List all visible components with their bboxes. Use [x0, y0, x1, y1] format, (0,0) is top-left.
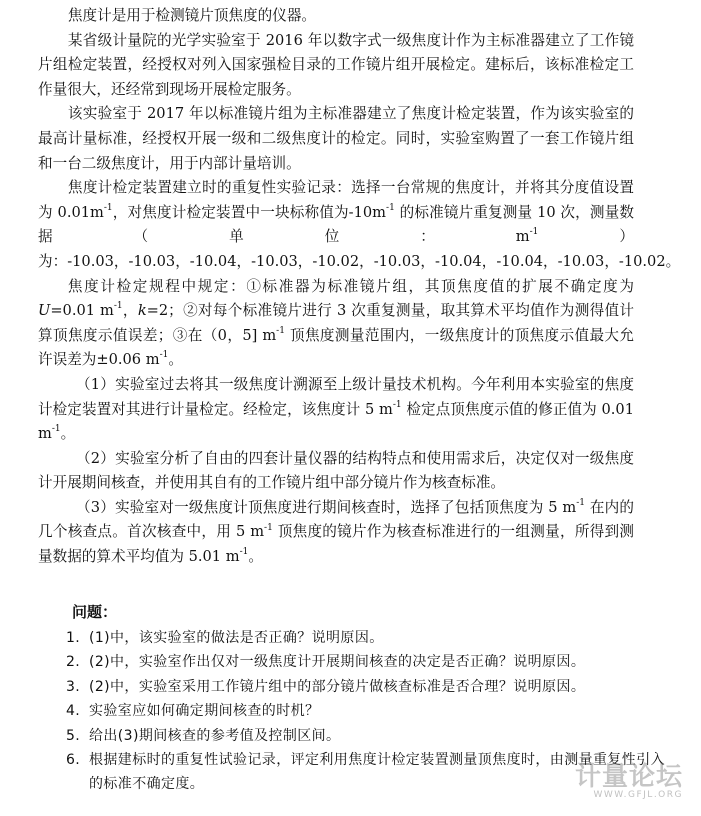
superscript: -1 — [103, 202, 113, 213]
text-run: 的标准镜片重复测量 10 次，测量数据（单位：m — [38, 203, 634, 246]
text-run: （1）实验室过去将其一级焦度计溯源至上级计量技术机构。今年利用本实验室的焦度计检定装置对其进行计量检定。经检定，该焦度计 5 m — [38, 375, 634, 418]
superscript: -1 — [159, 350, 169, 361]
text-run: 顶焦度的镜片作为核查标准进行的一组测量，所得到测量数据的算术平均值为 5.01 m — [38, 523, 634, 566]
question-item — [66, 626, 666, 650]
question-item — [66, 724, 666, 748]
text-run: 检定点顶焦度示值的修正值为 0.01 m — [38, 400, 634, 443]
superscript: -1 — [276, 325, 285, 336]
intro-paragraph: 焦度计是用于检测镜片顶焦度的仪器。 — [67, 7, 317, 24]
text-run: =0.01 m — [50, 302, 114, 320]
text-run: ）为：-10.03，-10.03，-10.04，-10.03，-10.02，-10.03，-10.04，-10.04，-10.03，-10.02。 — [38, 228, 681, 270]
text-run: ， — [122, 302, 138, 320]
watermark-logo — [573, 756, 691, 806]
question-item — [66, 699, 666, 723]
question-text: 给出(3)期间核查的参考值及控制区间。 — [89, 727, 341, 744]
question-text: (2)中，实验室作出仅对一级焦度计开展期间核查的决定是否正确？说明原因。 — [89, 654, 586, 671]
watermark-text: 计量论坛 — [574, 762, 683, 792]
superscript: -1 — [239, 547, 249, 558]
text-run: 。 — [248, 548, 263, 566]
document-body — [38, 4, 681, 570]
paragraph-lab-2017: 该实验室于 2017 年以标准镜片组为主标准器建立了焦度计检定装置，作为该实验室的最高计量标准，经授权开展一级和二级焦度计的检定。同时，实验室购置了一套工作镜片组和一台二级焦度计，用于内部计量培训。 — [38, 105, 634, 172]
text-run: 焦度计检定装置建立时的重复性实验记录：选择一台常规的焦度计，并将其分度值设置为 0.01m — [38, 179, 634, 221]
question-number: 6. — [66, 752, 81, 769]
text-run: 在内的几个核查点。首次核查中，用 5 m — [38, 498, 634, 541]
question-number: 3. — [66, 678, 81, 695]
question-text: (1)中，该实验室的做法是否正确？说明原因。 — [89, 630, 384, 646]
watermark-url: WWW.GFJL.ORG — [593, 790, 683, 800]
question-number: 4. — [66, 703, 81, 720]
text-run: 。 — [168, 351, 183, 369]
question-number: 1. — [66, 630, 81, 646]
superscript: -1 — [386, 202, 395, 213]
questions-title: 问题： — [72, 603, 118, 621]
superscript: -1 — [51, 424, 61, 435]
question-text: 实验室应如何确定期间核查的时机？ — [89, 703, 320, 720]
paragraph-case-2: （2）实验室分析了自由的四套计量仪器的结构特点和使用需求后，决定仅对一级焦度计开展期间核查，并使用其自有的工作镜片组中部分镜片作为核查标准。 — [38, 449, 634, 492]
paragraph-case-3 — [38, 496, 634, 570]
superscript: -1 — [576, 498, 586, 509]
text-run: 焦度计检定规程中规定：①标准器为标准镜片组，其顶焦度值的扩展不确定度为 — [67, 277, 634, 295]
question-item — [66, 650, 666, 674]
superscript: -1 — [113, 301, 123, 312]
question-number: 5. — [66, 727, 81, 744]
text-run: =2；②对每个标准镜片进行 3 次重复测量，取其算术平均值作为测得值计算顶焦度示值误差；③在（0，5] m — [38, 302, 634, 344]
text-run: 。 — [60, 425, 76, 443]
symbol-U: U — [38, 302, 51, 320]
text-run: （3）实验室对一级焦度计顶焦度进行期间核查时，选择了包括顶焦度为 5 m — [75, 498, 577, 516]
question-text: 根据建标时的重复性试验记录，评定利用焦度计检定装置测量顶焦度时，由测量重复性引入的标准不确定度。 — [89, 752, 665, 793]
superscript: -1 — [529, 227, 539, 238]
paragraph-lab-2016: 某省级计量院的光学实验室于 2016 年以数字式一级焦度计作为主标准器建立了工作镜片组检定装置，经授权对列入国家强检目录的工作镜片组开展检定。建标后，该标准检定工作量很大，还经常到现场开展检定服务。 — [38, 31, 634, 98]
superscript: -1 — [392, 399, 402, 410]
symbol-k: k — [137, 302, 147, 320]
superscript: -1 — [264, 522, 273, 533]
question-item — [66, 675, 666, 699]
paragraph-case-1 — [38, 373, 634, 447]
paragraph-regulation — [38, 275, 634, 373]
text-run: 顶焦度测量范围内，一级焦度计的顶焦度示值最大允许误差为±0.06 m — [38, 326, 634, 369]
text-run: ，对焦度计检定装置中一块标称值为-10m — [112, 203, 387, 221]
paragraph-repeatability-record — [38, 176, 681, 274]
question-text: (2)中，实验室采用工作镜片组中的部分镜片做核查标准是否合理？说明原因。 — [89, 678, 586, 695]
question-number: 2. — [66, 654, 81, 671]
